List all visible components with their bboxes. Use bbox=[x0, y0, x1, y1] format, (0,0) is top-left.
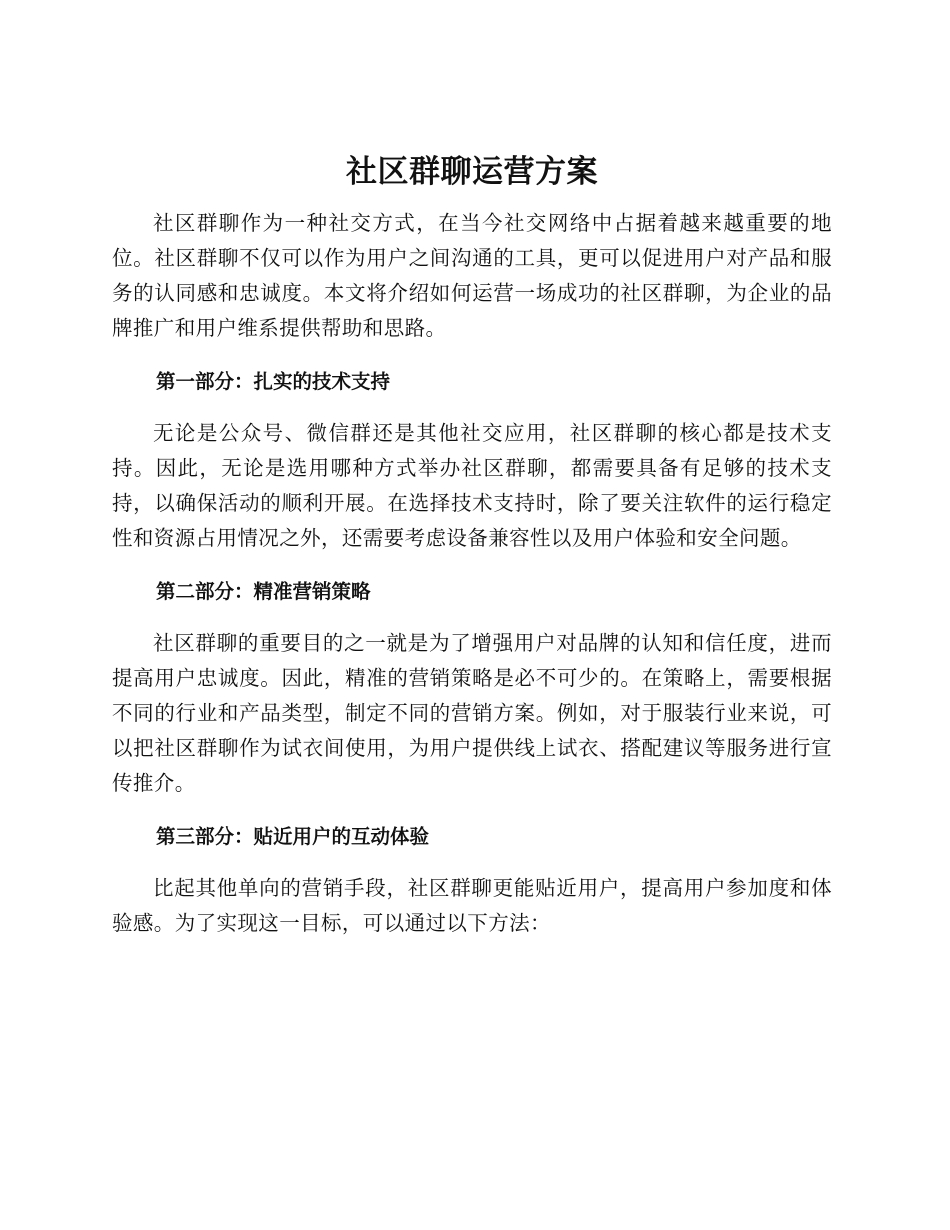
section-2-heading: 第二部分：精准营销策略 bbox=[156, 580, 371, 603]
intro-paragraph: 社区群聊作为一种社交方式，在当今社交网络中占据着越来越重要的地位。社区群聊不仅可以作为用户之间沟通的工具，更可以促进用户对产品和服务的认同感和忠诚度。本文将介绍如何运营一场成功的社区群聊，为企业的品牌推广和用户维系提供帮助和思路。 bbox=[112, 211, 832, 340]
section-3-body: 比起其他单向的营销手段，社区群聊更能贴近用户，提高用户参加度和体验感。为了实现这一目标，可以通过以下方法： bbox=[112, 876, 832, 935]
section-1-body: 无论是公众号、微信群还是其他社交应用，社区群聊的核心都是技术支持。因此，无论是选用哪种方式举办社区群聊，都需要具备有足够的技术支持，以确保活动的顺利开展。在选择技术支持时，除了要关注软件的运行稳定性和资源占用情况之外，还需要考虑设备兼容性以及用户体验和安全问题。 bbox=[112, 421, 832, 550]
document-title: 社区群聊运营方案 bbox=[346, 154, 598, 190]
section-2-body: 社区群聊的重要目的之一就是为了增强用户对品牌的认知和信任度，进而提高用户忠诚度。因此，精准的营销策略是必不可少的。在策略上，需要根据不同的行业和产品类型，制定不同的营销方案。例如，对于服装行业来说，可以把社区群聊作为试衣间使用，为用户提供线上试衣、搭配建议等服务进行宣传推介。 bbox=[112, 631, 832, 795]
section-3-heading: 第三部分：贴近用户的互动体验 bbox=[156, 825, 430, 848]
section-1-heading: 第一部分：扎实的技术支持 bbox=[156, 370, 391, 393]
